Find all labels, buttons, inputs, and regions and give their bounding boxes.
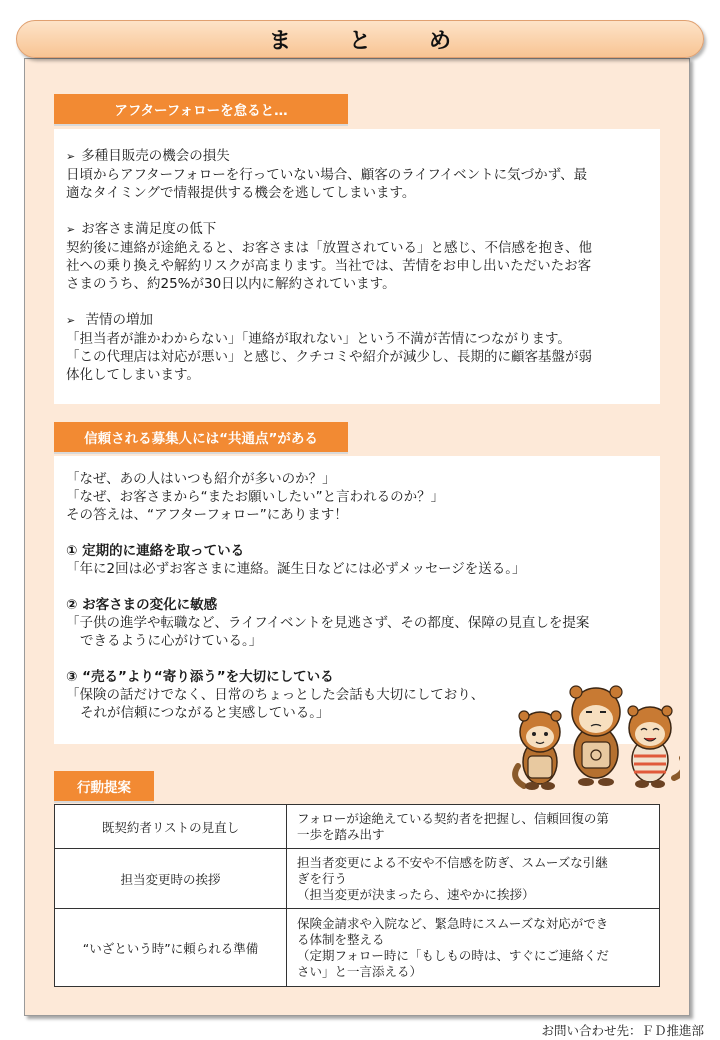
section2-header-text: 信頼される募集人には“共通点”がある <box>84 431 318 447</box>
intro-line: 「なぜ、お客さまから“またお願いしたい”と言われるのか？」 <box>66 489 445 505</box>
section3-header <box>54 771 154 803</box>
cell-line: 一歩を踏み出す <box>297 826 385 842</box>
table-cell-value <box>287 909 660 987</box>
point-line: 「年に2回は必ずお客さまに連絡。誕生日などには必ずメッセージを送る。」 <box>66 561 526 577</box>
section2-point <box>66 596 646 650</box>
cell-line: （担当変更が決まったら、速やかに挨拶） <box>297 886 535 902</box>
table-cell-key: 既契約者リストの見直し <box>55 805 287 849</box>
table-row <box>55 849 660 909</box>
section3-header-text: 行動提案 <box>77 780 131 796</box>
point-line: できるように心がけている。」 <box>80 633 263 649</box>
raccoon-mascot-group-illustration <box>510 680 680 790</box>
cell-line: 保険金請求や入院など、緊急時にスムーズな対応ができ <box>297 915 609 931</box>
page-title-bar <box>16 20 704 58</box>
point-line: 「保険の話だけでなく、日常のちょっとした会話も大切にしており、 <box>66 687 485 703</box>
cell-line: さい」と一言添える） <box>297 963 423 979</box>
body-line: 適なタイミングで情報提供する機会を逃してしまいます。 <box>66 185 416 201</box>
section1-item <box>66 220 646 293</box>
bullet-heading: ➢ 苦情の増加 <box>66 311 646 330</box>
body-line: 社への乗り換えや解約リスクが高まります。当社では、苦情をお申し出いただいたお客 <box>66 258 592 274</box>
point-line: それが信頼につながると実感している。」 <box>80 705 330 721</box>
section1-header-text: アフターフォローを怠ると… <box>114 103 288 119</box>
point-title: ③ “売る”より“寄り添う”を大切にしている <box>66 669 334 685</box>
intro-line: その答えは、“アフターフォロー”にあります！ <box>66 507 348 523</box>
body-line: さまのうち、約25%が30日以内に解約されています。 <box>66 276 396 292</box>
body-line: 日頃からアフターフォローを行っていない場合、顧客のライフイベントに気づかず、最 <box>66 167 588 183</box>
point-title: ② お客さまの変化に敏感 <box>66 597 218 613</box>
table-cell-value <box>287 849 660 909</box>
section1-item <box>66 311 646 384</box>
table-cell-key: 担当変更時の挨拶 <box>55 849 287 909</box>
body-line: 契約後に連絡が途絶えると、お客さまは「放置されている」と感じ、不信感を抱き、他 <box>66 240 592 256</box>
bullet-heading: ➢ 多種目販売の機会の損失 <box>66 147 646 166</box>
section2-header <box>54 422 348 454</box>
table-cell-key: “いざという時”に頼られる準備 <box>55 909 287 987</box>
cell-line: ぎを行う <box>297 870 348 886</box>
point-line: 「子供の進学や転職など、ライフイベントを見逃さず、その都度、保障の見直しを提案 <box>66 615 590 631</box>
cell-line: フォローが途絶えている契約者を把握し、信頼回復の第 <box>297 810 609 826</box>
body-line: 「この代理店は対応が悪い」と感じ、クチコミや紹介が減少し、長期的に顧客基盤が弱 <box>66 349 592 365</box>
bullet-heading: ➢ お客さま満足度の低下 <box>66 220 646 239</box>
cell-line: 担当者変更による不安や不信感を防ぎ、スムーズな引継 <box>297 854 608 870</box>
cell-line: （定期フォロー時に「もしもの時は、すぐにご連絡くだ <box>297 947 609 963</box>
body-line: 体化してしまいます。 <box>66 367 200 383</box>
section2-intro <box>66 470 646 524</box>
contact-footer: お問い合わせ先：ＦＤ推進部 <box>541 1023 704 1038</box>
section2-point <box>66 542 646 578</box>
cell-line: る体制を整える <box>297 931 385 947</box>
table-cell-value <box>287 805 660 849</box>
intro-line: 「なぜ、あの人はいつも紹介が多いのか？」 <box>66 471 336 487</box>
body-line: 「担当者が誰かわからない」「連絡が取れない」という不満が苦情につながります。 <box>66 331 571 347</box>
table-row <box>55 805 660 849</box>
section1-header <box>54 94 348 126</box>
page-title: ま と め <box>268 28 469 54</box>
point-title: ① 定期的に連絡を取っている <box>66 543 245 559</box>
section1-item <box>66 147 646 202</box>
action-table <box>54 804 660 987</box>
section1-box <box>54 129 660 404</box>
table-row <box>55 909 660 987</box>
